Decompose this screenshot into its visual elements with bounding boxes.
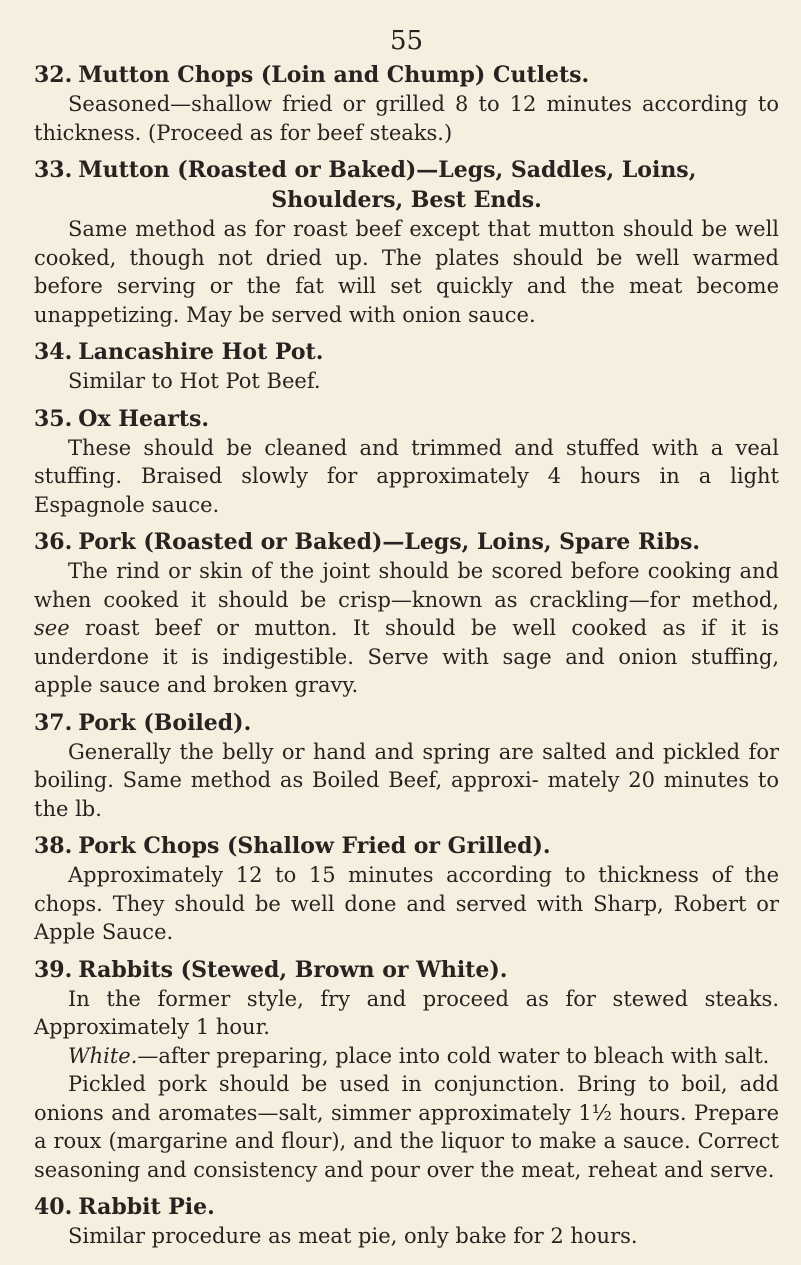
recipe-title [34, 1192, 779, 1222]
recipe-paragraph: Same method as for roast beef except that mutton should be well cooked, though not dried up. The plates should be well warmed before serving or the fat will set quickly and the meat become unappetizing. May be served with onion sauce. [34, 217, 779, 327]
recipe-paragraph [34, 1042, 779, 1071]
recipe-title [34, 337, 779, 367]
recipe-entry [34, 527, 779, 700]
paragraph-text: roast beef or mutton. It should be well cooked as if it is underdone it is indigestible. Serve with sage and onion stuffing, apple sauce and broken gravy. [34, 616, 779, 697]
recipe-number: 35. [34, 405, 73, 432]
recipe-paragraph: Similar to Hot Pot Beef. [68, 369, 321, 393]
recipe-number: 40. [34, 1194, 73, 1220]
recipe-title-text: Mutton Chops (Loin and Chump) Cutlets. [78, 62, 590, 88]
page-number: 55 [389, 26, 424, 56]
italic-text: White. [68, 1043, 138, 1068]
recipe-number: 38. [34, 833, 73, 859]
recipe-title-text: Rabbits (Stewed, Brown or White). [78, 956, 508, 983]
paragraph-text: —after preparing, place into cold water to bleach with salt. [137, 1043, 770, 1068]
recipe-entry [34, 831, 779, 947]
recipe-title-text: Lancashire Hot Pot. [78, 339, 324, 365]
paragraph-text: The rind or skin of the joint should be scored before cooking and when cooked it should be crisp—known as crackling—for method, [34, 559, 779, 612]
recipe-paragraph: These should be cleaned and trimmed and stuffed with a veal stuffing. Braised slowly for approximately 4 hours in a light Espagnole sauce. [34, 435, 779, 517]
recipe-title [34, 831, 779, 861]
recipe-paragraph [34, 557, 779, 700]
recipe-entry [34, 955, 779, 1185]
recipe-entry [34, 155, 779, 329]
recipe-paragraph: Approximately 12 to 15 minutes according to thickness of the chops. They should be well done and served with Sharp, Robert or Apple Sauce. [34, 863, 779, 944]
recipe-entry [34, 404, 779, 520]
recipe-paragraph: In the former style, fry and proceed as for stewed steaks. Approximately 1 hour. [34, 986, 779, 1039]
recipe-title [34, 60, 779, 90]
recipe-number: 32. [34, 62, 73, 88]
recipe-title-text-continued: Shoulders, Best Ends. [271, 187, 542, 213]
recipe-title-text: Pork Chops (Shallow Fried or Grilled). [78, 833, 551, 859]
recipe-title-text: Mutton (Roasted or Baked)—Legs, Saddles, Loins, [78, 157, 697, 183]
italic-text: see [34, 616, 70, 640]
recipe-title [34, 527, 779, 557]
recipe-entry [34, 708, 779, 824]
recipe-number: 36. [34, 529, 73, 555]
recipe-paragraph: Generally the belly or hand and spring are salted and pickled for boiling. Same method as Boiled Beef, approxi- mately 20 minutes to the lb. [34, 739, 779, 821]
recipe-title [34, 155, 779, 215]
recipe-number: 39. [34, 956, 73, 983]
recipe-paragraph: Similar procedure as meat pie, only bake for 2 hours. [68, 1224, 638, 1248]
recipe-title [34, 404, 779, 434]
recipe-entry [34, 337, 779, 396]
recipe-paragraph: Seasoned—shallow fried or grilled 8 to 12 minutes according to thickness. (Proceed as for beef steaks.) [34, 92, 779, 145]
recipe-paragraph: Pickled pork should be used in conjunction. Bring to boil, add onions and aromates—salt, simmer approximately 1½ hours. Prepare a roux (margarine and flour), and the liquor to make a sauce. Correct seasoning and consistency and pour over the meat, reheat and serve. [34, 1072, 779, 1182]
recipe-entry [34, 1192, 779, 1251]
recipe-title-text: Ox Hearts. [78, 405, 210, 432]
recipe-number: 34. [34, 339, 73, 365]
recipe-title-text: Pork (Roasted or Baked)—Legs, Loins, Spare Ribs. [78, 529, 701, 555]
recipe-title-text: Rabbit Pie. [78, 1194, 215, 1220]
recipe-entry [34, 60, 779, 147]
recipe-title [34, 708, 779, 738]
recipe-number: 37. [34, 709, 73, 736]
recipe-title [34, 955, 779, 985]
recipe-number: 33. [34, 157, 73, 183]
recipe-title-text: Pork (Boiled). [78, 709, 252, 736]
